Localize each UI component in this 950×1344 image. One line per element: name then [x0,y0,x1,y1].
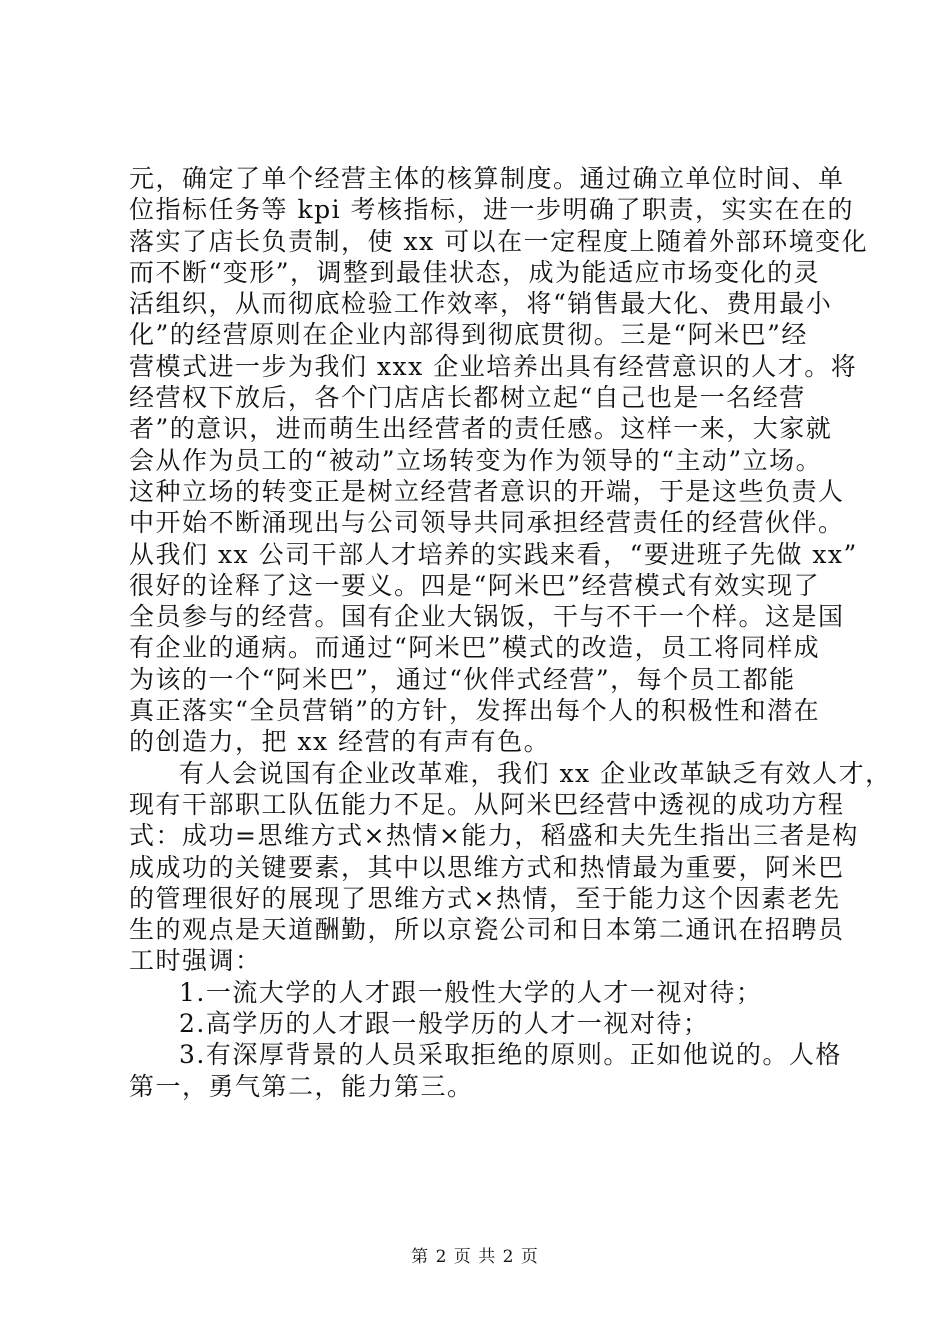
text-line: 元，确定了单个经营主体的核算制度。通过确立单位时间、单 [129,164,845,193]
text-line: 从我们 xx 公司干部人才培养的实践来看，“要进班子先做 xx” [129,539,858,569]
text-line: 式：成功=思维方式×热情×能力，稻盛和夫先生指出三者是构 [129,821,859,851]
text-line: 现有干部职工队伍能力不足。从阿米巴经营中透视的成功方程 [129,789,845,819]
text-line: 很好的诠释了这一要义。四是“阿米巴”经营模式有效实现了 [129,570,821,600]
list-item: 2.高学历的人才跟一般学历的人才一视对待； [179,1009,710,1039]
text-line: 而不断“变形”，调整到最佳状态，成为能适应市场变化的灵 [129,257,821,287]
text-line: 为该的一个“阿米巴”，通过“伙伴式经营”，每个员工都能 [129,664,796,694]
paragraph-start-line: 有人会说国有企业改革难，我们 xx 企业改革缺乏有效人才， [179,758,892,788]
list-item: 3.有深厚背景的人员采取拒绝的原则。正如他说的。人格 [179,1040,842,1070]
text-line: 化”的经营原则在企业内部得到彻底贯彻。三是“阿米巴”经 [129,320,808,350]
page-number-footer: 第 2 页 共 2 页 [411,1247,539,1267]
text-line: 者”的意识，进而萌生出经营者的责任感。这样一来，大家就 [129,414,833,444]
text-line: 成成功的关键要素，其中以思维方式和热情最为重要，阿米巴 [129,852,845,882]
document-body [129,163,892,1102]
text-line: 活组织，从而彻底检验工作效率，将“销售最大化、费用最小 [129,289,833,319]
text-line: 真正落实“全员营销”的方针，发挥出每个人的积极性和潜在 [129,696,821,726]
list-item: 1.一流大学的人才跟一般性大学的人才一视对待； [179,977,763,1007]
text-line: 的创造力，把 xx 经营的有声有色。 [129,727,551,757]
text-line: 经营权下放后，各个门店店长都树立起“自己也是一名经营 [129,383,806,413]
text-line: 的管理很好的展现了思维方式×热情，至于能力这个因素老先 [129,883,841,913]
text-line: 营模式进一步为我们 xxx 企业培养出具有经营意识的人才。将 [129,351,858,381]
text-line: 位指标任务等 kpi 考核指标，进一步明确了职责，实实在在的 [129,195,855,225]
text-line: 会从作为员工的“被动”立场转变为作为领导的“主动”立场。 [129,445,823,475]
text-line: 中开始不断涌现出与公司领导共同承担经营责任的经营伙伴。 [129,508,845,538]
text-line: 第一，勇气第二，能力第三。 [129,1071,474,1101]
text-line: 落实了店长负责制，使 xx 可以在一定程度上随着外部环境变化 [129,226,869,256]
text-line: 有企业的通病。而通过“阿米巴”模式的改造，员工将同样成 [129,633,821,663]
text-line: 全员参与的经营。国有企业大锅饭，干与不干一个样。这是国 [129,602,845,632]
text-line: 工时强调： [129,946,262,976]
text-line: 生的观点是天道酬勤，所以京瓷公司和日本第二通讯在招聘员 [129,915,845,945]
text-line: 这种立场的转变正是树立经营者意识的开端，于是这些负责人 [129,476,845,506]
